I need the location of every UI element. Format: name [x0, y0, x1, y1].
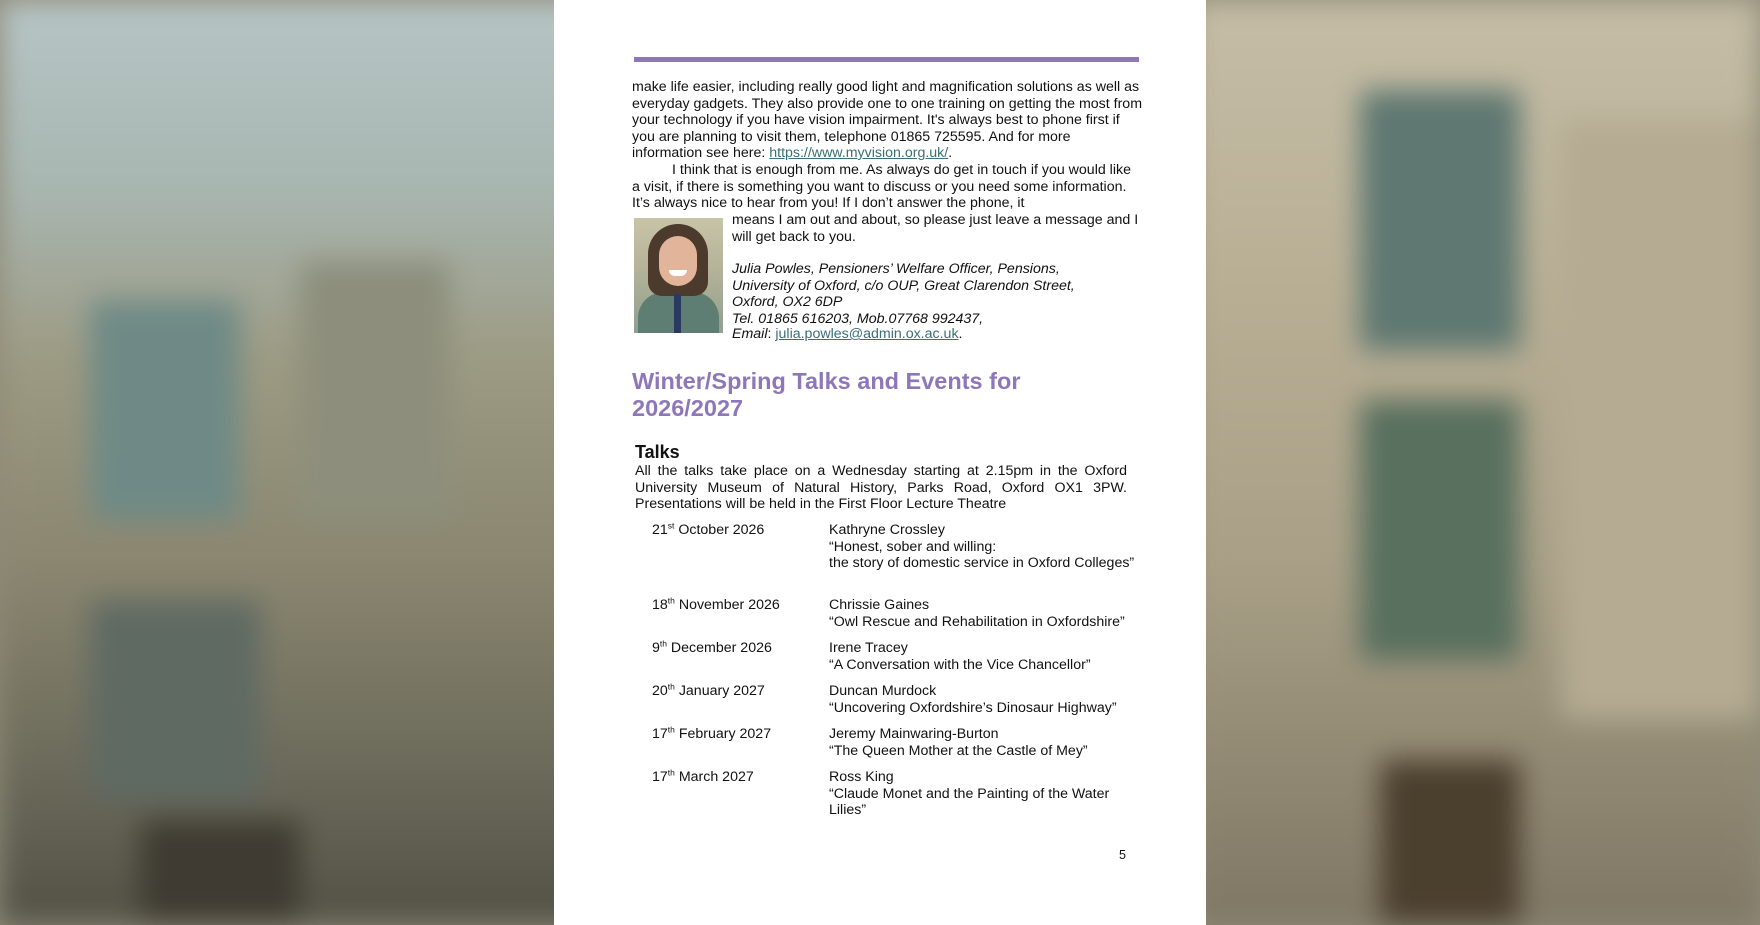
page-number: 5	[1119, 848, 1126, 862]
talks-intro: All the talks take place on a Wednesday starting at 2.15pm in the Oxford University Museum of Natural History, Parks Road, Oxford OX1 3PW. Presentations will be held in the First Floor Lecture Theatre	[635, 463, 1127, 512]
talk-speaker: Ross King	[829, 769, 894, 785]
talk-details	[829, 640, 1144, 673]
talk-title: “Honest, sober and willing:	[829, 538, 997, 555]
section-heading: Winter/Spring Talks and Events for 2026/2027	[632, 368, 1021, 421]
author-photo	[634, 218, 723, 333]
talks-heading: Talks	[635, 442, 680, 462]
talk-date: 20th January 2027	[652, 681, 765, 699]
talk-details	[829, 522, 1144, 572]
myvision-link[interactable]: https://www.myvision.org.uk/	[769, 145, 949, 161]
talk-title: “Uncovering Oxfordshire’s Dinosaur Highway”	[829, 699, 1117, 716]
talk-speaker: Chrissie Gaines	[829, 597, 930, 613]
talk-speaker: Kathryne Crossley	[829, 522, 945, 538]
talk-speaker: Jeremy Mainwaring-Burton	[829, 726, 999, 742]
talk-details	[829, 683, 1144, 716]
talk-details	[829, 769, 1144, 819]
talk-date: 18th November 2026	[652, 595, 780, 613]
talk-date: 17th February 2027	[652, 724, 772, 742]
talk-title: “A Conversation with the Vice Chancellor”	[829, 656, 1091, 673]
header-rule	[634, 57, 1139, 62]
email-link[interactable]: julia.powles@admin.ox.ac.uk	[775, 326, 959, 342]
signature-email: Email: julia.powles@admin.ox.ac.uk.	[732, 326, 963, 342]
talk-details	[829, 726, 1144, 759]
signature-block: Julia Powles, Pensioners’ Welfare Officer, Pensions, University of Oxford, c/o OUP, Great Clarendon Street, Oxford, OX2 6DP Tel. 01865 616203, Mob.07768 992437,	[732, 261, 1075, 327]
talk-details	[829, 597, 1144, 630]
talk-title: “Claude Monet and the Painting of the Water Lilies”	[829, 785, 1110, 818]
closing-paragraph: I think that is enough from me. As always do get in touch if you would like a visit, if there is something you want to discuss or you need some information. It’s always nice to hear from you! If I don’t answer the phone, it	[632, 162, 1131, 211]
talk-title: “Owl Rescue and Rehabilitation in Oxfordshire”	[829, 613, 1125, 630]
intro-paragraph: make life easier, including really good light and magnification solutions as well as everyday gadgets. They also provide one to one training on getting the most from your technology if you have vision impairment. It's always best to phone first if you are planning to visit them, telephone 01865 725595. And for more information see here: https://www.myvision.org.uk/.	[632, 79, 1143, 161]
document-page	[554, 0, 1206, 925]
talk-title-continued: the story of domestic service in Oxford Colleges”	[829, 555, 1135, 571]
talk-speaker: Irene Tracey	[829, 640, 908, 656]
talk-date: 21st October 2026	[652, 520, 765, 538]
talk-speaker: Duncan Murdock	[829, 683, 937, 699]
talk-title: “The Queen Mother at the Castle of Mey”	[829, 742, 1088, 759]
closing-paragraph-continued: means I am out and about, so please just leave a message and I will get back to you.	[732, 212, 1139, 245]
talk-date: 9th December 2026	[652, 638, 772, 656]
talk-date: 17th March 2027	[652, 767, 754, 785]
